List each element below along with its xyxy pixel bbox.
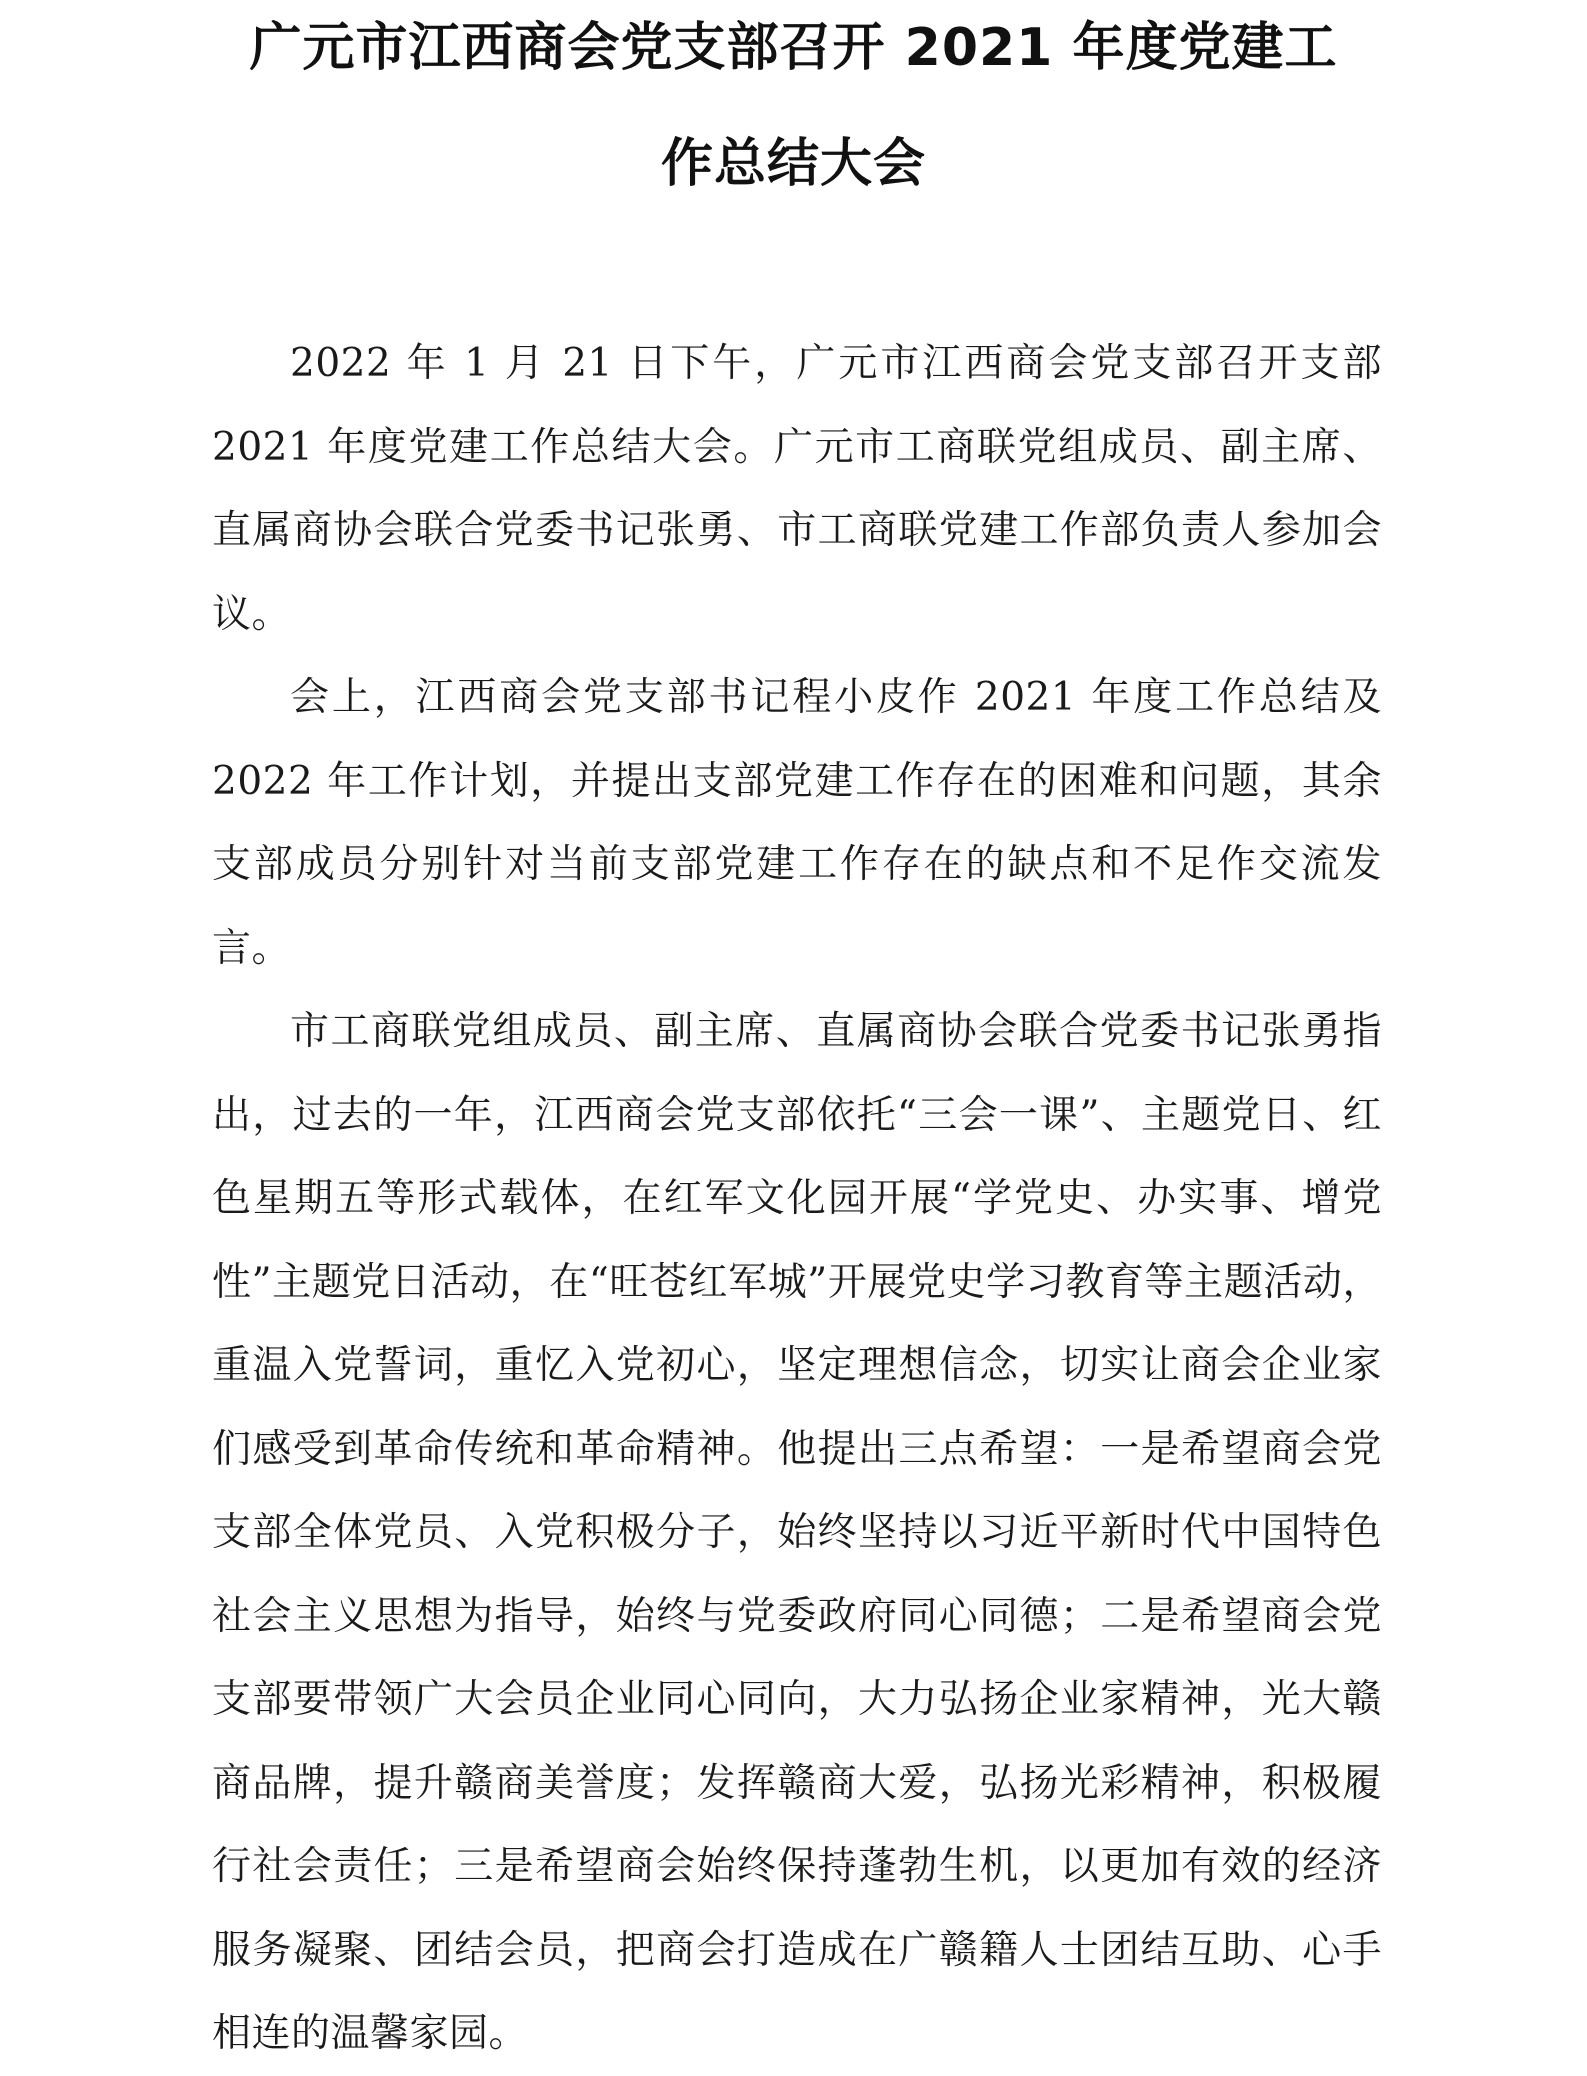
paragraph-work-summary: 会上，江西商会党支部书记程小皮作 2021 年度工作总结及 2022 年工作计划，并提出支部党建工作存在的困难和问题，其余支部成员分别针对当前支部党建工作存在的缺点和不足作交流发言。 [212, 675, 1382, 971]
paragraph-speech: 市工商联党组成员、副主席、直属商协会联合党委书记张勇指出，过去的一年，江西商会党支部依托“三会一课”、主题党日、红色星期五等形式载体，在红军文化园开展“学党史、办实事、增党性”主题党日活动，在“旺苍红军城”开展党史学习教育等主题活动，重温入党誓词，重忆入党初心，坚定理想信念，切实让商会企业家们感受到革命传统和革命精神。他提出三点希望：一是希望商会党支部全体党员、入党积极分子，始终坚持以习近平新时代中国特色社会主义思想为指导，始终与党委政府同心同德；二是希望商会党支部要带领广大会员企业同心同向，大力弘扬企业家精神，光大赣商品牌，提升赣商美誉度；发挥赣商大爱，弘扬光彩精神，积极履行社会责任；三是希望商会始终保持蓬勃生机，以更加有效的经济服务凝聚、团结会员，把商会打造成在广赣籍人士团结互助、心手相连的温馨家园。 [212, 1009, 1382, 2056]
document-body [212, 322, 1382, 2076]
document-title-line-2: 作总结大会 [660, 134, 926, 194]
paragraph-meeting-intro: 2022 年 1 月 21 日下午，广元市江西商会党支部召开支部 2021 年度党建工作总结大会。广元市工商联党组成员、副主席、直属商协会联合党委书记张勇、市工商联党建工作部负责人参加会议。 [212, 341, 1382, 637]
document-title-line-1: 广元市江西商会党支部召开 2021 年度党建工 [249, 18, 1338, 78]
